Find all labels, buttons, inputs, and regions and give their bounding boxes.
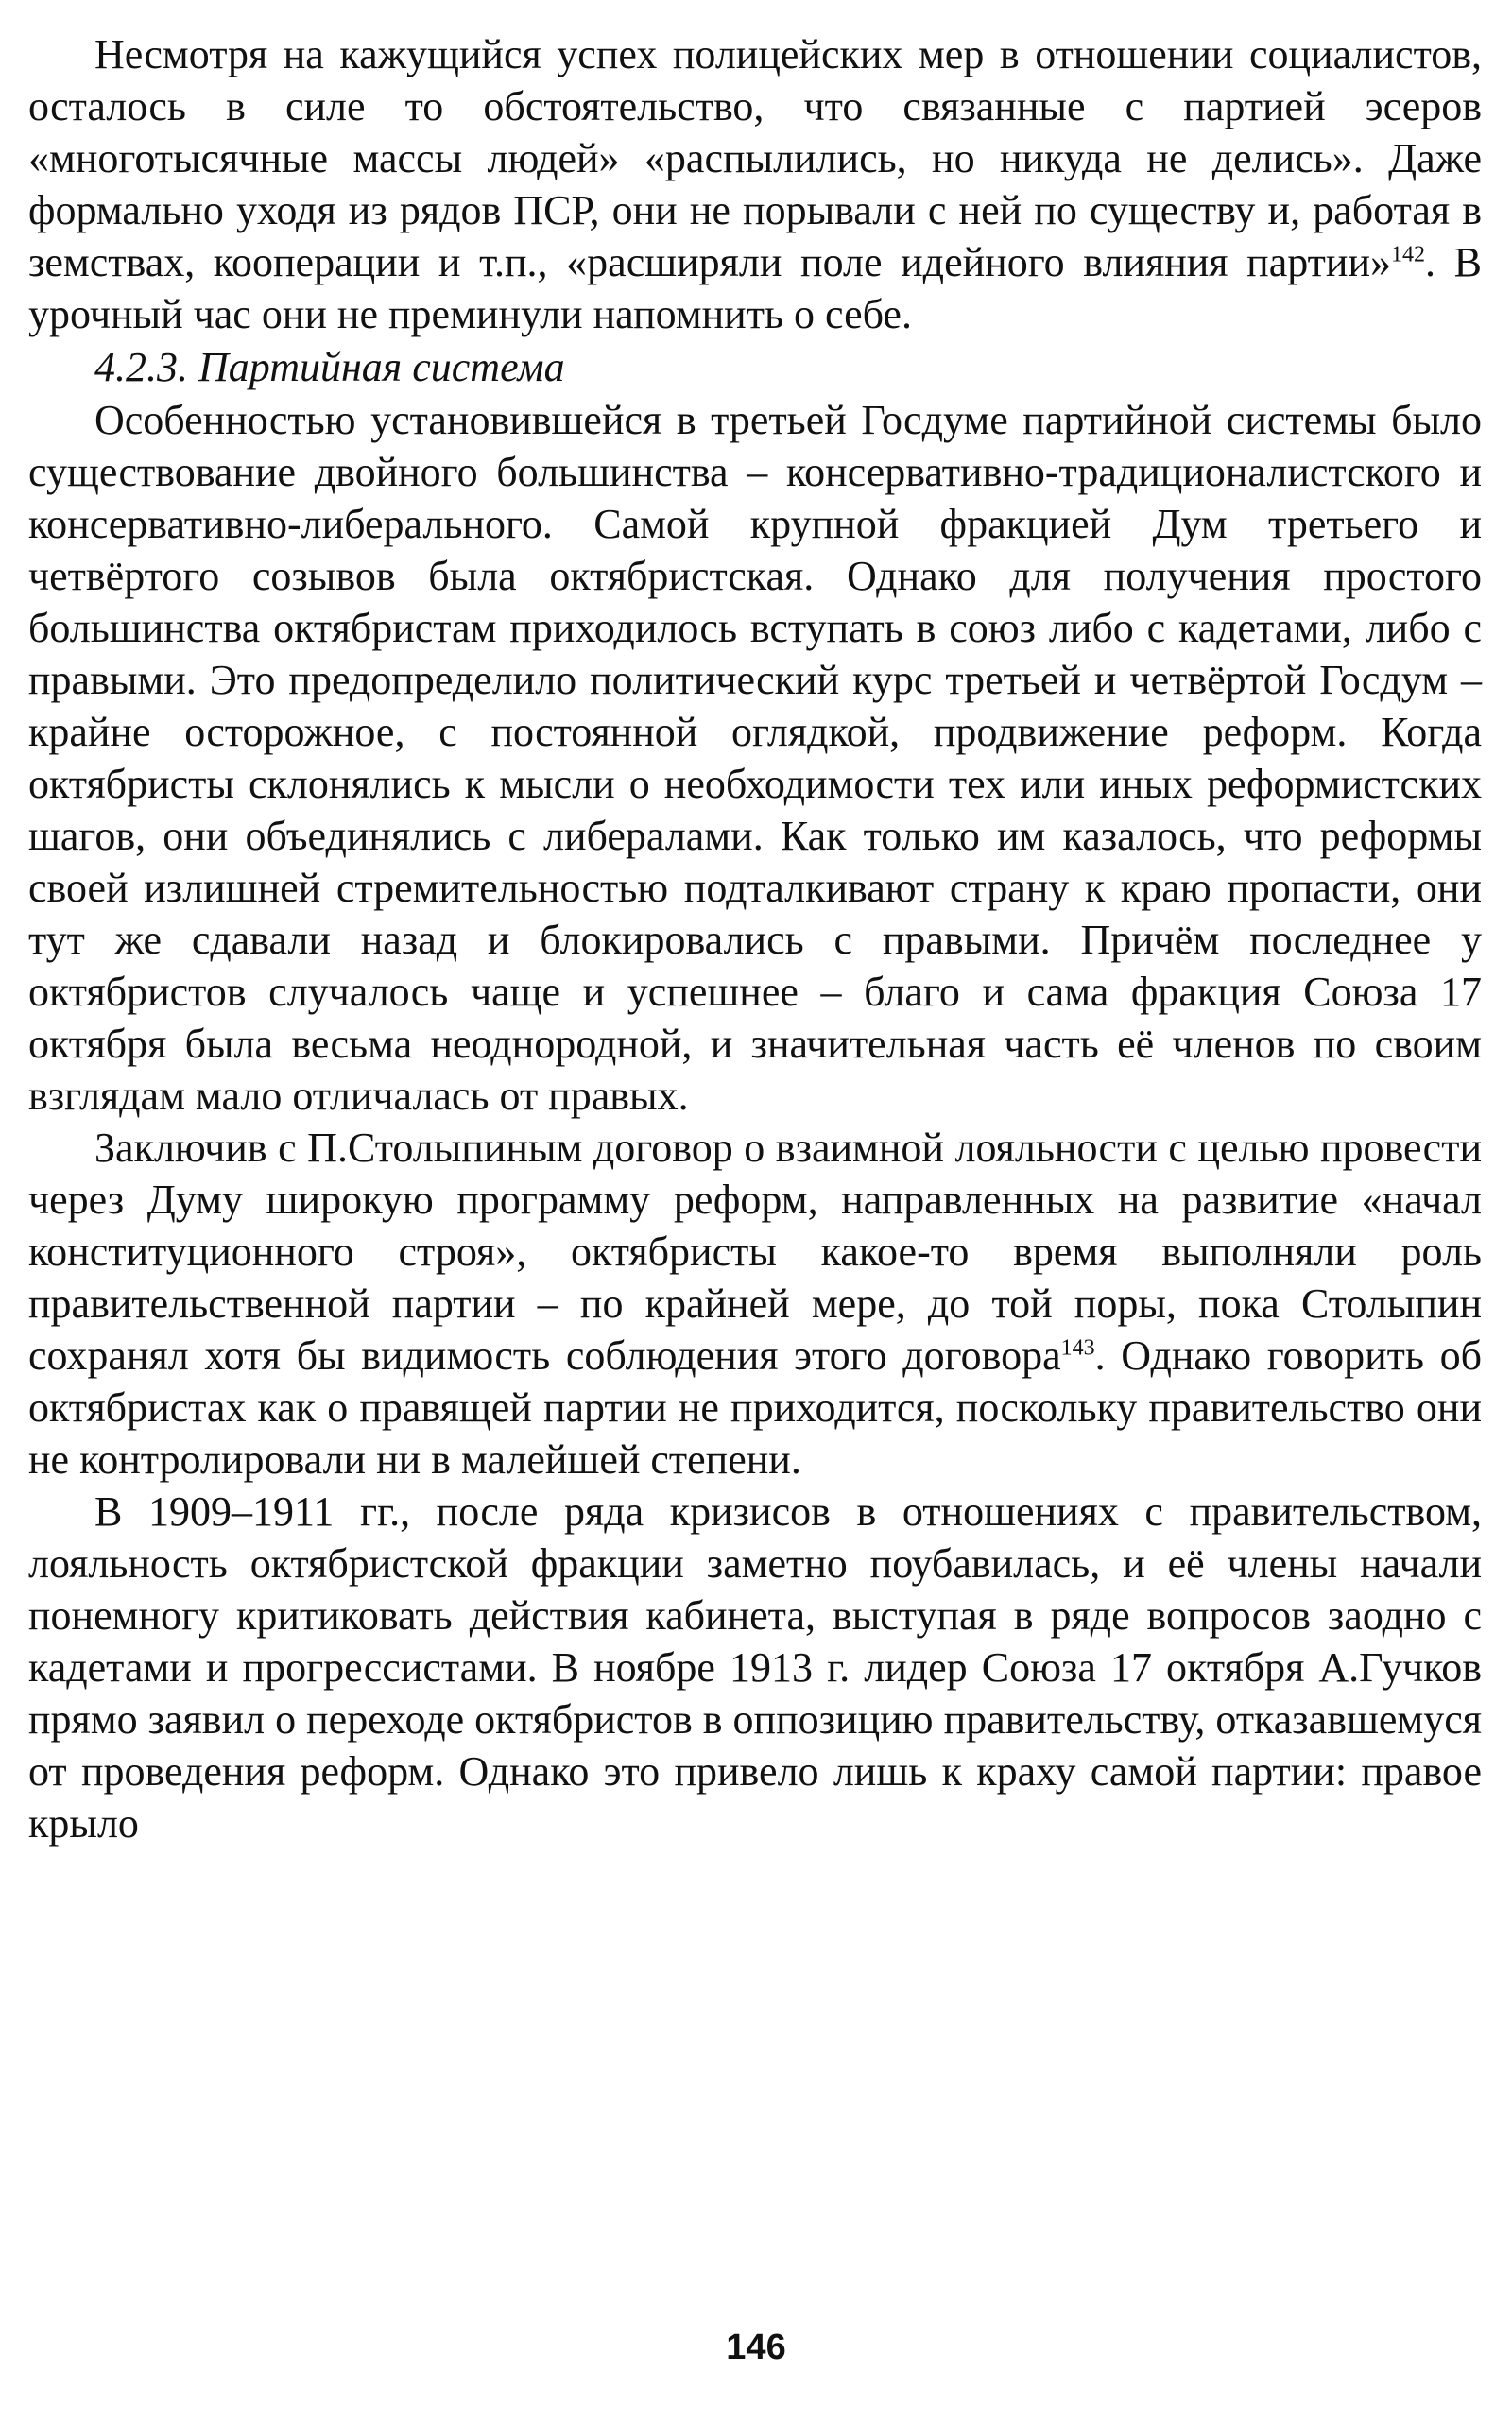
page-number: 146 — [726, 2328, 786, 2367]
paragraph-text: Несмотря на кажущийся успех полицейских мер в отношении социалистов, осталось в силе то обстоятельство, что связанные с партией эсеров «многотысячные массы людей» «распылились, но никуда не делись». Даже формально уходя из рядов ПСР, они не порывали с ней по существу и, работая в земствах, кооперации и т.п., «расширяли поле идейного влияния партии» — [28, 31, 1482, 285]
section-heading: 4.2.3. Партийная система — [94, 344, 565, 390]
paragraph-text: . Однако говорить об октябристах как о правящей партии не приходится, поскольку правительство они не контролировали ни в малейшей степени. — [28, 1332, 1482, 1483]
paragraph-stolypin — [28, 1122, 1482, 1486]
footnote-ref-143: 143 — [1060, 1335, 1095, 1361]
footnote-ref-142: 142 — [1391, 242, 1425, 267]
paragraph-party-system: Особенностью установившейся в третьей Госдуме партийной системы было существование двойного большинства – консервативно-традиционалистского и консервативно-либерального. Самой крупной фракцией Дум третьего и четвёртого созывов была октябристская. Однако для получения простого большинства октябристам приходилось вступать в союз либо с кадетами, либо с правыми. Это предопределило политический курс третьей и четвёртой Госдум – крайне осторожное, с постоянной оглядкой, продвижение реформ. Когда октябристы склонялись к мысли о необходимости тех или иных реформистских шагов, они объединялись с либералами. Как только им казалось, что реформы своей излишней стремительностью подталкивают страну к краю пропасти, они тут же сдавали назад и блокировались с правыми. Причём последнее у октябристов случалось чаще и успешнее – благо и сама фракция Союза 17 октября была весьма неоднородной, и значительная часть её членов по своим взглядам мало отличалась от правых. — [28, 397, 1482, 1119]
paragraph-socialists — [28, 28, 1482, 340]
paragraph-text: . В урочный час они не преминули напомнить о себе. — [28, 239, 1482, 337]
paragraph-opposition: В 1909–1911 гг., после ряда кризисов в отношениях с правительством, лояльность октябристской фракции заметно поубавилась, и её члены начали понемногу критиковать действия кабинета, выступая в ряде вопросов заодно с кадетами и прогрессистами. В ноябре 1913 г. лидер Союза 17 октября А.Гучков прямо заявил о переходе октябристов в оппозицию правительству, отказавшемуся от проведения реформ. Однако это привело лишь к краху самой партии: правое крыло — [28, 1488, 1482, 1847]
page-body — [28, 28, 1482, 1849]
paragraph-text: Заключив с П.Столыпиным договор о взаимной лояльности с целью провести через Думу широкую программу реформ, направленных на развитие «начал конституционного строя», октябристы какое-то время выполняли роль правительственной партии – по крайней мере, до той поры, пока Столыпин сохранял хотя бы видимость соблюдения этого договора — [28, 1125, 1482, 1379]
